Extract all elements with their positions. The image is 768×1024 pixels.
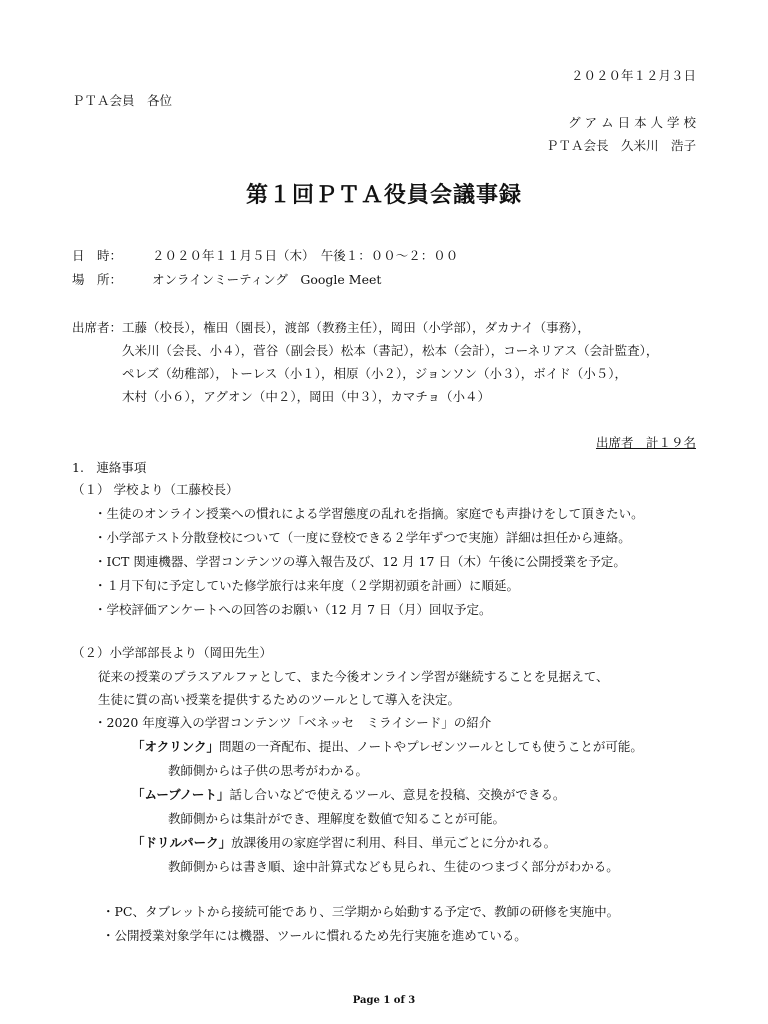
- paragraph-line: 生徒に質の高い授業を提供するためのツールとして導入を決定。: [98, 692, 461, 707]
- tool-note: 教師側からは集計ができ、理解度を数値で知ることが可能。: [168, 811, 506, 826]
- list-item: ・１月下旬に予定していた修学旅行は来年度（２学期初頭を計画）に順延。: [94, 578, 520, 593]
- list-item: ・ICT 関連機器、学習コンテンツの導入報告及び、12 月 17 日（木）午後に公開授業を予定。: [94, 554, 626, 569]
- datetime-value: ２０２０年１１月５日（木） 午後１：００～２：００: [152, 248, 459, 263]
- list-item: ・PC、タブレットから接続可能であり、三学期から始動する予定で、教師の研修を実施中。: [102, 904, 620, 919]
- place-label: 場 所：: [72, 272, 123, 287]
- subsection-heading: （２）小学部部長より（岡田先生）: [72, 645, 273, 660]
- tool-description: [132, 835, 556, 851]
- attendee-count: 出席者 計１９名: [595, 435, 696, 450]
- list-item: ・公開授業対象学年には機器、ツールに慣れるため先行実施を進めている。: [102, 928, 527, 943]
- attendees-line: 工藤（校長），権田（園長），渡部（教務主任），岡田（小学部），ダカナイ（事務），: [122, 320, 590, 335]
- attendees-line: ペレズ（幼稚部），トーレス（小１），相原（小２），ジョンソン（小３），ボイド（小５），: [122, 366, 628, 381]
- place-value: オンラインミーティング Google Meet: [152, 272, 382, 287]
- tool-description: [132, 787, 565, 803]
- list-item: ・学校評価アンケートへの回答のお願い（12 月 7 日（月）回収予定。: [94, 602, 492, 617]
- list-item: ・生徒のオンライン授業への慣れによる学習態度の乱れを指摘。家庭でも声掛けをして頂きたい。: [94, 506, 644, 521]
- attendees-label: 出席者：: [72, 320, 123, 335]
- tool-note: 教師側からは子供の思考がわかる。: [168, 763, 369, 778]
- tool-name: 「ドリルパーク」: [132, 835, 232, 850]
- document-title: 第１回ＰＴＡ役員会議事録: [245, 183, 522, 208]
- attendees-line: 木村（小６），アグオン（中２），岡田（中３），カマチョ（小４）: [122, 389, 491, 404]
- tool-name: 「ムーブノート」: [132, 787, 230, 802]
- list-item: ・小学部テスト分散登校について（一度に登校できる２学年ずつで実施）詳細は担任から連絡。: [94, 530, 631, 545]
- subsection-heading: （１） 学校より（工藤校長）: [72, 482, 239, 497]
- sender-name: ＰＴＡ会長 久米川 浩子: [545, 138, 696, 153]
- section-heading: 1. 連絡事項: [72, 460, 147, 475]
- tool-desc: 放課後用の家庭学習に利用、科目、単元ごとに分かれる。: [231, 835, 557, 850]
- recipients: ＰＴＡ会員 各位: [72, 93, 173, 108]
- page-number: Page 1 of 3: [352, 995, 416, 1006]
- paragraph-line: 従来の授業のプラスアルファとして、また今後オンライン学習が継続することを見据えて、: [98, 669, 609, 684]
- datetime-label: 日 時：: [72, 248, 123, 263]
- document-date: ２０２０年１２月３日: [570, 68, 696, 83]
- school-name: グ ア ム 日 本 人 学 校: [568, 115, 696, 130]
- tool-name: 「オクリンク」: [132, 739, 220, 754]
- tool-description: [132, 739, 643, 755]
- tool-desc: 話し合いなどで使えるツール、意見を投稿、交換ができる。: [229, 787, 566, 802]
- list-item: ・2020 年度導入の学習コンテンツ「ベネッセ ミライシード」の紹介: [94, 715, 492, 730]
- attendees-line: 久米川（会長、小４），菅谷（副会長）松本（書記），松本（会計），コーネリアス（会計監査），: [122, 343, 659, 358]
- tool-note: 教師側からは書き順、途中計算式なども見られ、生徒のつまづく部分がわかる。: [168, 859, 619, 874]
- tool-desc: 問題の一斉配布、提出、ノートやプレゼンツールとしても使うことが可能。: [219, 739, 643, 754]
